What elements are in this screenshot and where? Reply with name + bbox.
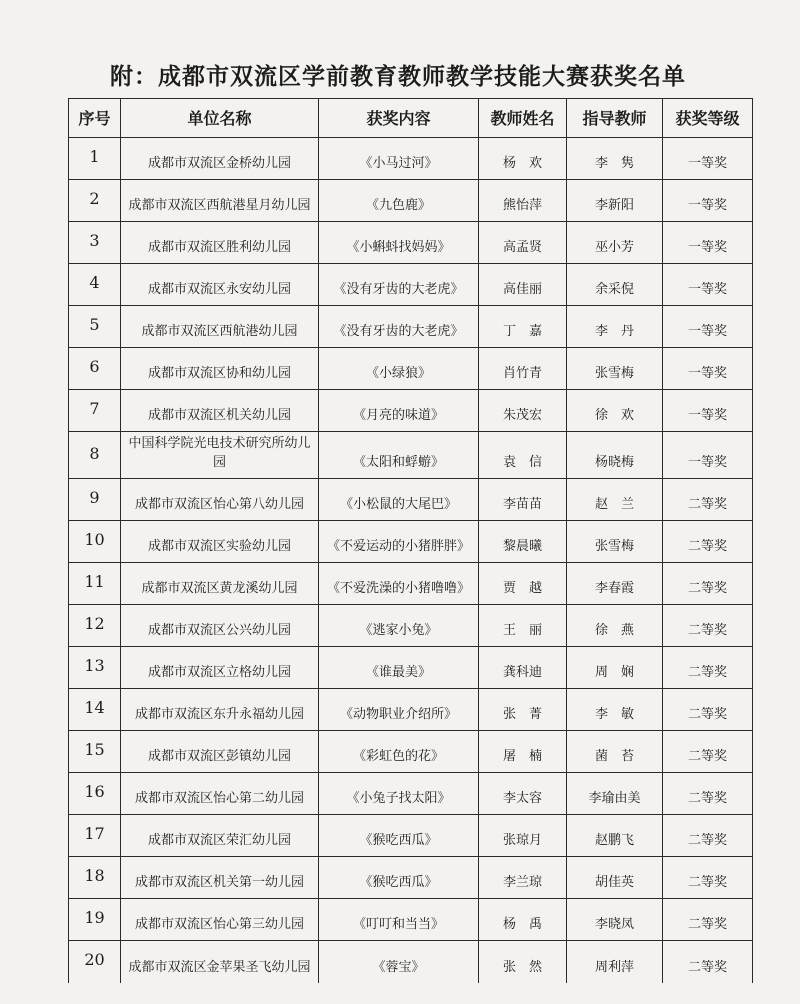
mentor-name: 张雪梅 xyxy=(567,521,663,563)
mentor-name: 周利萍 xyxy=(567,941,663,983)
header-mentor: 指导教师 xyxy=(567,99,663,138)
row-number: 8 xyxy=(69,432,121,479)
award-level: 二等奖 xyxy=(663,563,753,605)
row-number: 11 xyxy=(69,563,121,605)
mentor-name: 余采倪 xyxy=(567,264,663,306)
table-row xyxy=(69,941,753,983)
unit-name: 成都市双流区彭镇幼儿园 xyxy=(121,731,319,773)
row-number: 5 xyxy=(69,306,121,348)
award-work: 《逃家小兔》 xyxy=(319,605,479,647)
teacher-name: 肖竹青 xyxy=(479,348,567,390)
mentor-name: 李 隽 xyxy=(567,138,663,180)
teacher-name: 袁 信 xyxy=(479,432,567,479)
row-number: 15 xyxy=(69,731,121,773)
teacher-name: 李兰琼 xyxy=(479,857,567,899)
header-unit: 单位名称 xyxy=(121,99,319,138)
award-level: 二等奖 xyxy=(663,857,753,899)
unit-name: 成都市双流区实验幼儿园 xyxy=(121,521,319,563)
mentor-name: 李春霞 xyxy=(567,563,663,605)
row-number: 4 xyxy=(69,264,121,306)
table-header-row xyxy=(69,99,753,138)
table-row xyxy=(69,222,753,264)
mentor-name: 赵鹏飞 xyxy=(567,815,663,857)
unit-name: 成都市双流区怡心第八幼儿园 xyxy=(121,479,319,521)
table-row xyxy=(69,264,753,306)
unit-name: 成都市双流区金苹果圣飞幼儿园 xyxy=(121,941,319,983)
award-work: 《小马过河》 xyxy=(319,138,479,180)
unit-name: 中国科学院光电技术研究所幼儿园 xyxy=(121,432,319,479)
row-number: 13 xyxy=(69,647,121,689)
table-row xyxy=(69,857,753,899)
mentor-name: 李晓凤 xyxy=(567,899,663,941)
mentor-name: 巫小芳 xyxy=(567,222,663,264)
award-level: 二等奖 xyxy=(663,521,753,563)
table-row xyxy=(69,899,753,941)
teacher-name: 李苗苗 xyxy=(479,479,567,521)
award-level: 一等奖 xyxy=(663,180,753,222)
unit-name: 成都市双流区机关幼儿园 xyxy=(121,390,319,432)
row-number: 14 xyxy=(69,689,121,731)
unit-name: 成都市双流区西航港星月幼儿园 xyxy=(121,180,319,222)
row-number: 18 xyxy=(69,857,121,899)
mentor-name: 李瑜由美 xyxy=(567,773,663,815)
award-work: 《谁最美》 xyxy=(319,647,479,689)
mentor-name: 李 丹 xyxy=(567,306,663,348)
header-no: 序号 xyxy=(69,99,121,138)
unit-name: 成都市双流区永安幼儿园 xyxy=(121,264,319,306)
table-row xyxy=(69,348,753,390)
table-row xyxy=(69,689,753,731)
table-row xyxy=(69,773,753,815)
row-number: 9 xyxy=(69,479,121,521)
unit-name: 成都市双流区协和幼儿园 xyxy=(121,348,319,390)
mentor-name: 赵 兰 xyxy=(567,479,663,521)
award-level: 二等奖 xyxy=(663,731,753,773)
mentor-name: 徐 欢 xyxy=(567,390,663,432)
row-number: 2 xyxy=(69,180,121,222)
teacher-name: 王 丽 xyxy=(479,605,567,647)
mentor-name: 菌 苔 xyxy=(567,731,663,773)
header-work: 获奖内容 xyxy=(319,99,479,138)
teacher-name: 屠 楠 xyxy=(479,731,567,773)
teacher-name: 李太容 xyxy=(479,773,567,815)
unit-name: 成都市双流区机关第一幼儿园 xyxy=(121,857,319,899)
mentor-name: 周 娴 xyxy=(567,647,663,689)
award-level: 二等奖 xyxy=(663,815,753,857)
mentor-name: 杨晓梅 xyxy=(567,432,663,479)
award-work: 《没有牙齿的大老虎》 xyxy=(319,264,479,306)
award-level: 一等奖 xyxy=(663,432,753,479)
row-number: 7 xyxy=(69,390,121,432)
row-number: 12 xyxy=(69,605,121,647)
award-work: 《小兔子找太阳》 xyxy=(319,773,479,815)
table-row xyxy=(69,731,753,773)
table-row xyxy=(69,815,753,857)
teacher-name: 黎晨曦 xyxy=(479,521,567,563)
unit-name: 成都市双流区立格幼儿园 xyxy=(121,647,319,689)
unit-name: 成都市双流区黄龙溪幼儿园 xyxy=(121,563,319,605)
award-work: 《小绿狼》 xyxy=(319,348,479,390)
row-number: 17 xyxy=(69,815,121,857)
award-work: 《叮叮和当当》 xyxy=(319,899,479,941)
award-list-table xyxy=(68,98,753,983)
row-number: 20 xyxy=(69,941,121,983)
table-row xyxy=(69,138,753,180)
award-level: 一等奖 xyxy=(663,264,753,306)
teacher-name: 张 菁 xyxy=(479,689,567,731)
page-title: 附：成都市双流区学前教育教师教学技能大赛获奖名单 xyxy=(110,63,686,90)
table-row xyxy=(69,479,753,521)
award-work: 《小蝌蚪找妈妈》 xyxy=(319,222,479,264)
award-level: 二等奖 xyxy=(663,899,753,941)
table-row xyxy=(69,390,753,432)
table-row xyxy=(69,180,753,222)
mentor-name: 胡佳英 xyxy=(567,857,663,899)
teacher-name: 高佳丽 xyxy=(479,264,567,306)
award-work: 《九色鹿》 xyxy=(319,180,479,222)
teacher-name: 杨 欢 xyxy=(479,138,567,180)
mentor-name: 张雪梅 xyxy=(567,348,663,390)
award-work: 《猴吃西瓜》 xyxy=(319,857,479,899)
row-number: 16 xyxy=(69,773,121,815)
teacher-name: 贾 越 xyxy=(479,563,567,605)
award-work: 《太阳和蜉蝣》 xyxy=(319,432,479,479)
table-row xyxy=(69,647,753,689)
unit-name: 成都市双流区西航港幼儿园 xyxy=(121,306,319,348)
unit-name: 成都市双流区胜利幼儿园 xyxy=(121,222,319,264)
table-row xyxy=(69,306,753,348)
row-number: 10 xyxy=(69,521,121,563)
row-number: 1 xyxy=(69,138,121,180)
award-work: 《蓉宝》 xyxy=(319,941,479,983)
row-number: 19 xyxy=(69,899,121,941)
award-level: 一等奖 xyxy=(663,306,753,348)
teacher-name: 丁 嘉 xyxy=(479,306,567,348)
teacher-name: 龚科迪 xyxy=(479,647,567,689)
award-level: 一等奖 xyxy=(663,390,753,432)
award-level: 二等奖 xyxy=(663,689,753,731)
award-level: 二等奖 xyxy=(663,605,753,647)
award-work: 《不爱洗澡的小猪噜噜》 xyxy=(319,563,479,605)
award-level: 一等奖 xyxy=(663,222,753,264)
award-level: 二等奖 xyxy=(663,479,753,521)
award-level: 二等奖 xyxy=(663,773,753,815)
table-row xyxy=(69,563,753,605)
award-work: 《彩虹色的花》 xyxy=(319,731,479,773)
unit-name: 成都市双流区公兴幼儿园 xyxy=(121,605,319,647)
award-work: 《月亮的味道》 xyxy=(319,390,479,432)
table-row xyxy=(69,605,753,647)
award-level: 一等奖 xyxy=(663,348,753,390)
table-row xyxy=(69,521,753,563)
unit-name: 成都市双流区金桥幼儿园 xyxy=(121,138,319,180)
mentor-name: 李 敏 xyxy=(567,689,663,731)
header-level: 获奖等级 xyxy=(663,99,753,138)
row-number: 6 xyxy=(69,348,121,390)
unit-name: 成都市双流区怡心第三幼儿园 xyxy=(121,899,319,941)
award-level: 二等奖 xyxy=(663,941,753,983)
unit-name: 成都市双流区怡心第二幼儿园 xyxy=(121,773,319,815)
header-teacher: 教师姓名 xyxy=(479,99,567,138)
mentor-name: 徐 燕 xyxy=(567,605,663,647)
award-work: 《猴吃西瓜》 xyxy=(319,815,479,857)
teacher-name: 张 然 xyxy=(479,941,567,983)
mentor-name: 李新阳 xyxy=(567,180,663,222)
teacher-name: 朱茂宏 xyxy=(479,390,567,432)
award-work: 《小松鼠的大尾巴》 xyxy=(319,479,479,521)
unit-name: 成都市双流区东升永福幼儿园 xyxy=(121,689,319,731)
unit-name: 成都市双流区荣汇幼儿园 xyxy=(121,815,319,857)
award-work: 《动物职业介绍所》 xyxy=(319,689,479,731)
teacher-name: 张琼月 xyxy=(479,815,567,857)
table-row xyxy=(69,432,753,479)
row-number: 3 xyxy=(69,222,121,264)
award-work: 《没有牙齿的大老虎》 xyxy=(319,306,479,348)
teacher-name: 杨 禹 xyxy=(479,899,567,941)
award-level: 二等奖 xyxy=(663,647,753,689)
teacher-name: 熊怡萍 xyxy=(479,180,567,222)
teacher-name: 高孟贤 xyxy=(479,222,567,264)
award-level: 一等奖 xyxy=(663,138,753,180)
award-work: 《不爱运动的小猪胖胖》 xyxy=(319,521,479,563)
table-body xyxy=(69,138,753,983)
